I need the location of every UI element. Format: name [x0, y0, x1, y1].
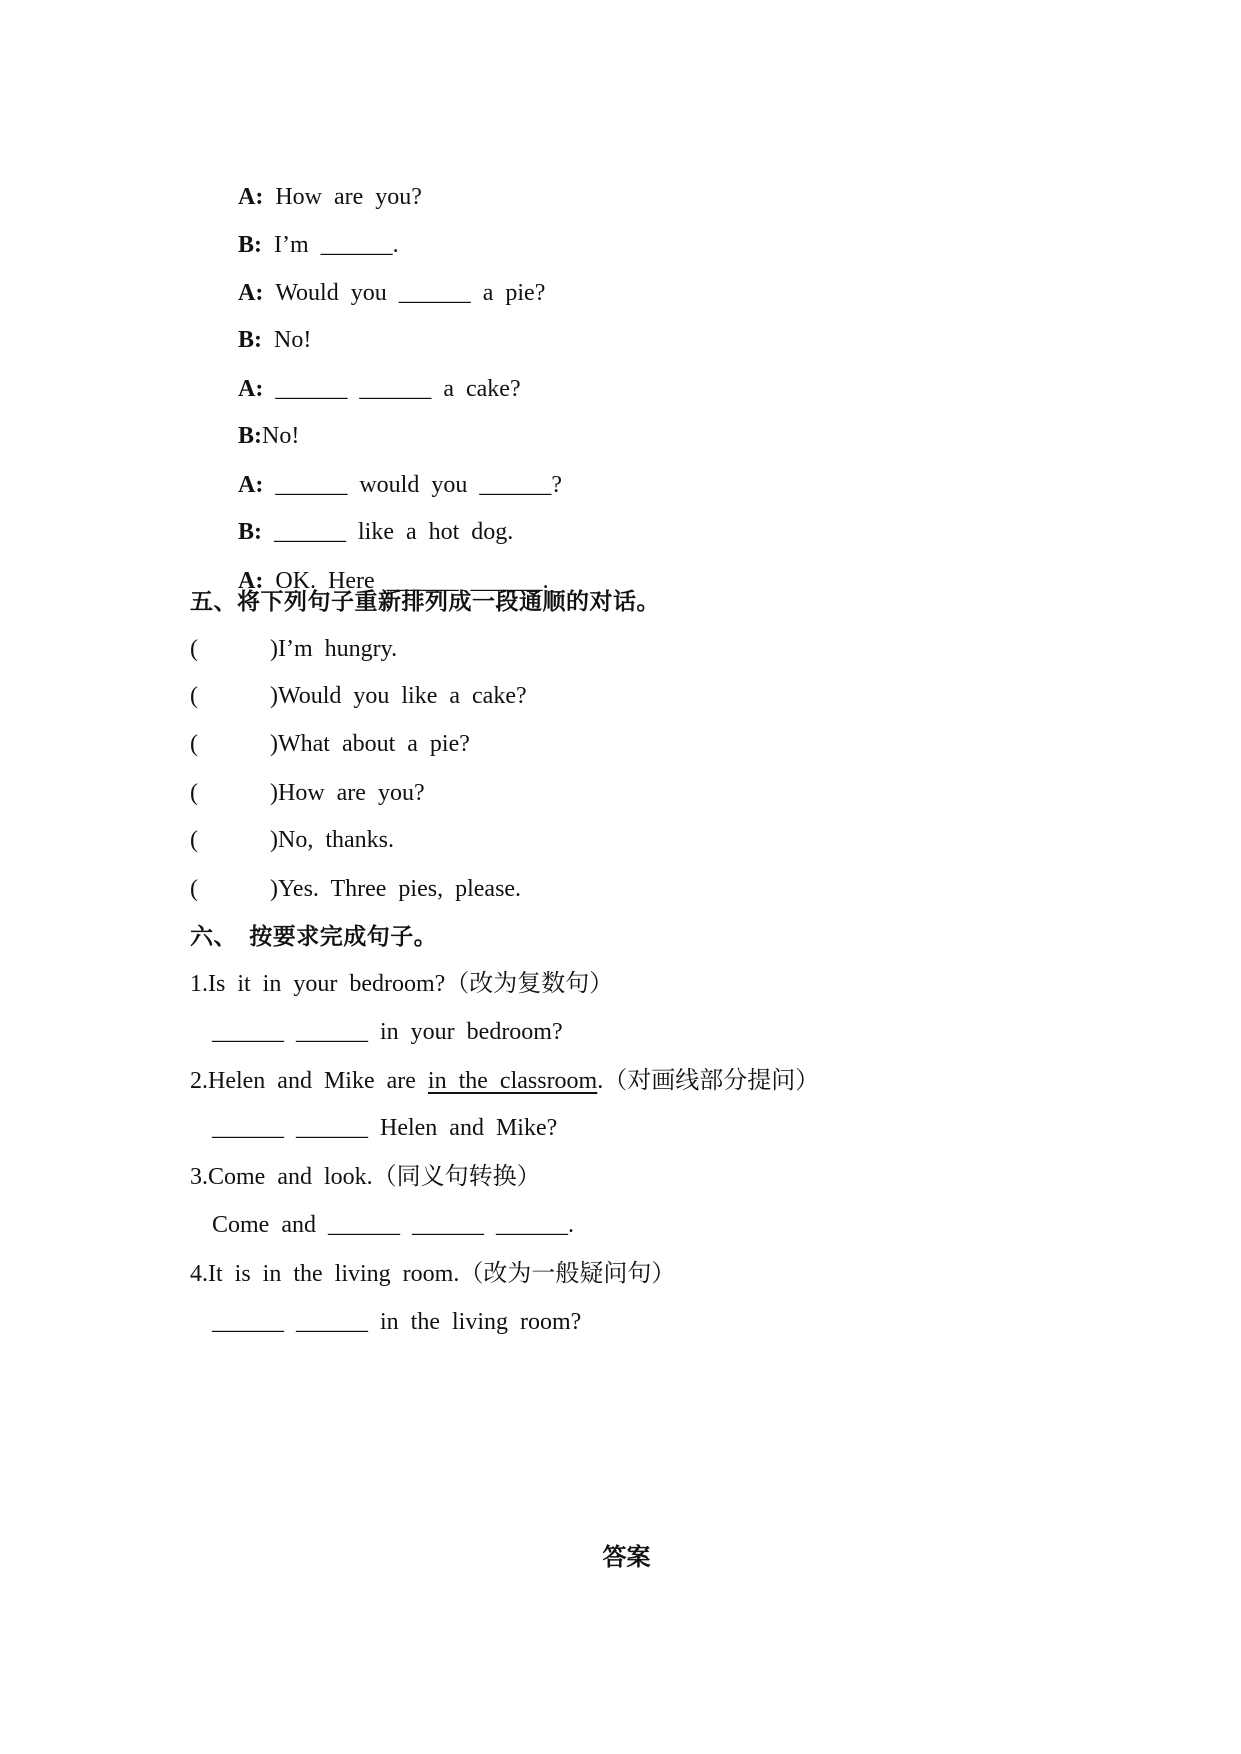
speaker-label: B:	[238, 232, 262, 258]
answer-heading: 答案	[602, 1545, 651, 1571]
dialogue-text: ______ ______ a cake?	[275, 376, 521, 402]
speaker-label: A:	[238, 184, 264, 210]
question-2	[190, 1067, 819, 1095]
answer-line-2: ______ ______ Helen and Mike?	[212, 1115, 558, 1141]
speaker-label: A:	[238, 472, 264, 498]
section6-heading: 六、 按要求完成句子。	[190, 924, 438, 949]
speaker-label: B:	[238, 327, 262, 353]
dialogue-text: I’m ______.	[274, 232, 399, 258]
dialogue-text: ______ would you ______?	[275, 472, 562, 498]
dialogue-text: ______ like a hot dog.	[274, 519, 514, 545]
dialogue-text: Would you ______ a pie?	[275, 280, 546, 306]
answer-line-4: ______ ______ in the living room?	[212, 1309, 582, 1335]
speaker-label: A:	[238, 568, 264, 594]
speaker-label: B:	[238, 423, 262, 449]
answer-line-1: ______ ______ in your bedroom?	[212, 1019, 563, 1045]
question-2-underlined: in the classroom	[427, 1068, 598, 1094]
ordering-item: ( )No, thanks.	[190, 827, 394, 853]
question-2-text: 2.Helen and Mike are	[190, 1068, 428, 1094]
speaker-label: A:	[238, 376, 264, 402]
question-3: 3.Come and look.（同义句转换）	[190, 1164, 541, 1190]
ordering-item: ( )I’m hungry.	[190, 636, 398, 662]
ordering-item: ( )Yes. Three pies, please.	[190, 876, 522, 902]
dialogue-text: OK. Here ______ ______.	[275, 568, 549, 594]
question-4: 4.It is in the living room.（改为一般疑问句）	[190, 1261, 676, 1287]
ordering-item: ( )What about a pie?	[190, 731, 470, 757]
ordering-item: ( )How are you?	[190, 780, 425, 806]
dialogue-text: How are you?	[275, 184, 422, 210]
speaker-label: A:	[238, 280, 264, 306]
speaker-label: B:	[238, 519, 262, 545]
dialogue-text: No!	[274, 327, 312, 353]
question-2-instruction: .（对画线部分提问）	[597, 1068, 820, 1094]
ordering-item: ( )Would you like a cake?	[190, 683, 527, 709]
answer-line-3: Come and ______ ______ ______.	[212, 1212, 574, 1238]
section5-heading: 五、将下列句子重新排列成一段通顺的对话。	[190, 589, 660, 614]
question-1: 1.Is it in your bedroom?（改为复数句）	[190, 971, 614, 997]
dialogue-text: No!	[262, 423, 300, 449]
